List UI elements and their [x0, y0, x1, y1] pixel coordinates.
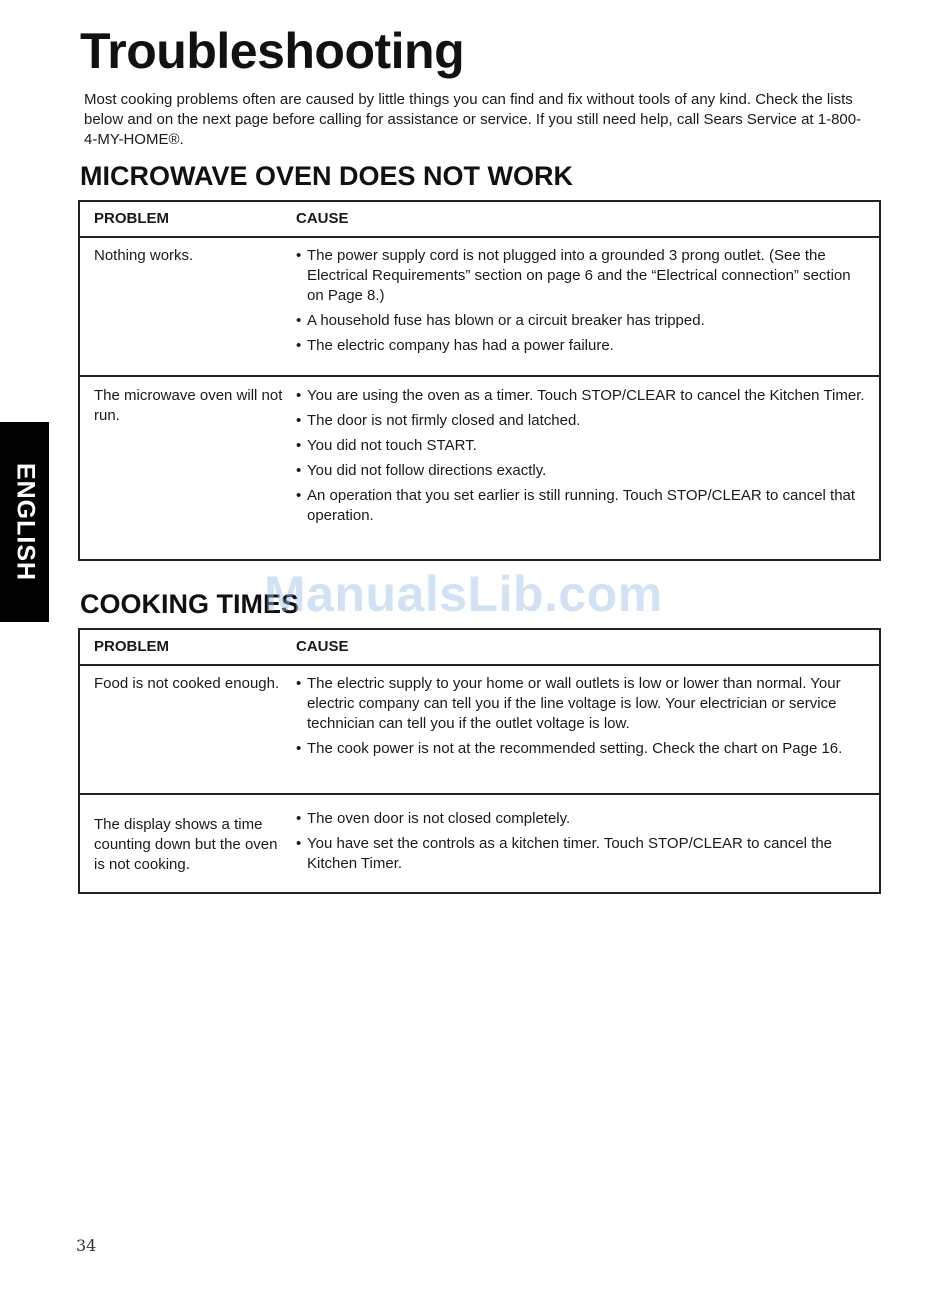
section-title-oven-not-work: MICROWAVE OVEN DOES NOT WORK — [80, 161, 574, 191]
header-problem: PROBLEM — [94, 210, 169, 227]
header-cause: CAUSE — [296, 210, 349, 227]
cause-item: • The electric company has had a power failure. — [296, 336, 868, 356]
troubleshooting-table-cooking-times — [78, 628, 881, 894]
cause-list — [296, 386, 868, 531]
cause-list — [296, 674, 868, 764]
page-number: 34 — [76, 1236, 97, 1255]
cause-item: • A household fuse has blown or a circuit breaker has tripped. — [296, 311, 868, 331]
cause-list — [296, 246, 868, 361]
cause-item: • The oven door is not closed completely. — [296, 809, 868, 829]
section-title-cooking-times: COOKING TIMES — [80, 589, 300, 619]
cause-item: • You did not follow directions exactly. — [296, 461, 868, 481]
table-header — [80, 630, 879, 666]
intro-paragraph: Most cooking problems often are caused by little things you can find and fix without tools of any kind. Check the lists below and on the next page before calling for assistance or service. If you still need help, call Sears Service at 1-800-4-MY-HOME®. — [84, 91, 862, 148]
language-tab — [0, 422, 49, 622]
problem-text: The microwave oven will not run. — [94, 387, 283, 424]
problem-text: Food is not cooked enough. — [94, 675, 280, 692]
cause-item: • The door is not firmly closed and latched. — [296, 411, 868, 431]
cause-item: • You did not touch START. — [296, 436, 868, 456]
cause-item: • You have set the controls as a kitchen timer. Touch STOP/CLEAR to cancel the Kitchen Timer. — [296, 834, 868, 874]
problem-text: The display shows a time counting down but the oven is not cooking. — [94, 816, 278, 873]
cause-item: • The electric supply to your home or wall outlets is low or lower than normal. Your electric company can tell you if the line voltage is low. Your electrician or service technician can tell you if the outlet voltage is low. — [296, 674, 868, 734]
cause-item: • You are using the oven as a timer. Touch STOP/CLEAR to cancel the Kitchen Timer. — [296, 386, 868, 406]
watermark: ManualsLib.com — [264, 566, 663, 622]
header-problem: PROBLEM — [94, 638, 169, 655]
table-header — [80, 202, 879, 238]
problem-text: Nothing works. — [94, 247, 194, 264]
troubleshooting-table-oven-not-work — [78, 200, 881, 561]
cause-item: • The cook power is not at the recommended setting. Check the chart on Page 16. — [296, 739, 868, 759]
table-row — [80, 666, 879, 795]
cause-item: • An operation that you set earlier is still running. Touch STOP/CLEAR to cancel that operation. — [296, 486, 868, 526]
table-row — [80, 377, 879, 559]
cause-list — [296, 809, 868, 879]
language-tab-label: ENGLISH — [11, 462, 39, 582]
cause-item: • The power supply cord is not plugged into a grounded 3 prong outlet. (See the Electrical Requirements” section on page 6 and the “Electrical connection” section on Page 8.) — [296, 246, 868, 306]
table-row — [80, 795, 879, 892]
header-cause: CAUSE — [296, 638, 349, 655]
table-row — [80, 238, 879, 377]
page-title: Troubleshooting — [80, 23, 465, 79]
